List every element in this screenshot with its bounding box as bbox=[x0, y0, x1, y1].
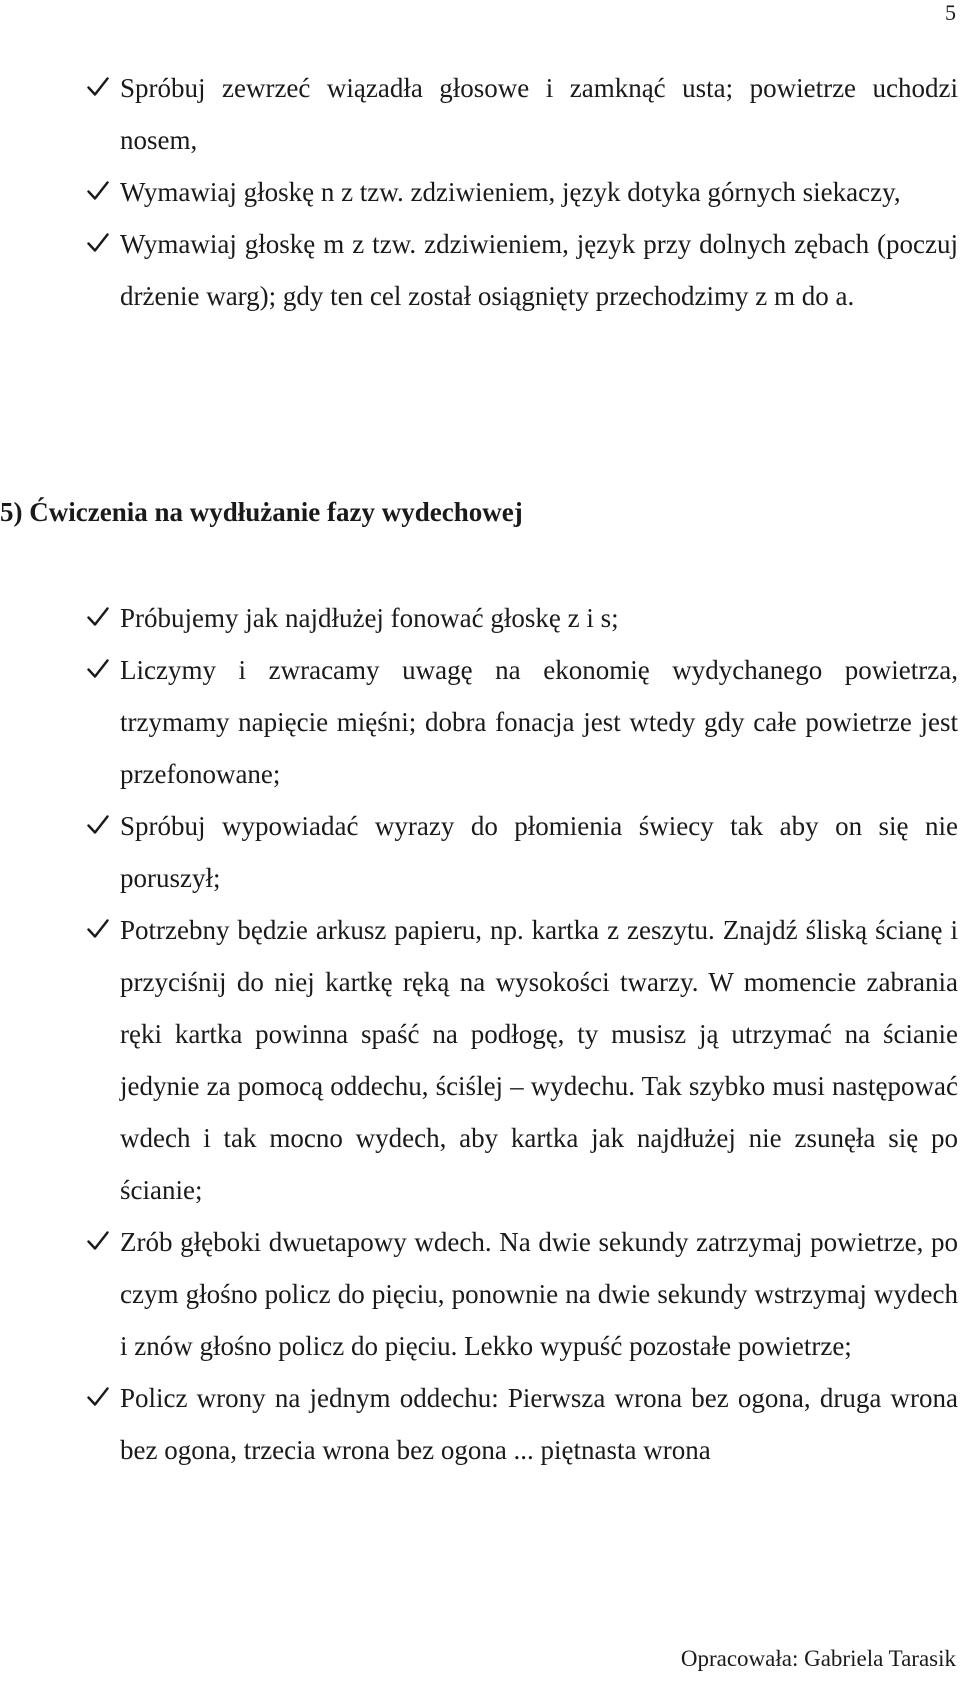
list-item-text: Zrób głęboki dwuetapowy wdech. Na dwie sekundy zatrzymaj powietrze, po czym głośno policz do pięciu, ponownie na dwie sekundy wstrzymaj wydech i znów głośno policz do pięciu. Lekko wypuść pozostałe powietrze; bbox=[120, 1227, 958, 1361]
list-item bbox=[88, 800, 958, 904]
list-item bbox=[88, 1372, 958, 1476]
list-item-text: Próbujemy jak najdłużej fonować głoskę z i s; bbox=[120, 603, 619, 633]
list-item bbox=[88, 62, 958, 166]
list-item-text: Policz wrony na jednym oddechu: Pierwsza wrona bez ogona, druga wrona bez ogona, trzecia wrona bez ogona ... piętnasta wrona bbox=[120, 1383, 958, 1465]
list-item bbox=[88, 166, 958, 218]
checkmark-icon bbox=[87, 1387, 109, 1407]
page-number: 5 bbox=[945, 0, 956, 25]
list-item bbox=[88, 1216, 958, 1372]
checkmark-icon bbox=[87, 815, 109, 835]
list-item-text: Wymawiaj głoskę n z tzw. zdziwieniem, język dotyka górnych siekaczy, bbox=[120, 177, 901, 207]
exercise-list-top bbox=[88, 62, 960, 322]
checkmark-icon bbox=[87, 607, 109, 627]
checkmark-icon bbox=[87, 181, 109, 201]
list-item-text: Wymawiaj głoskę m z tzw. zdziwieniem, język przy dolnych zębach (poczuj drżenie warg); gdy ten cel został osiągnięty przechodzimy z m do a. bbox=[120, 229, 958, 311]
list-item-text: Liczymy i zwracamy uwagę na ekonomię wydychanego powietrza, trzymamy napięcie mięśni; dobra fonacja jest wtedy gdy całe powietrze jest przefonowane; bbox=[120, 655, 958, 789]
list-item bbox=[88, 592, 958, 644]
list-item-text: Spróbuj wypowiadać wyrazy do płomienia świecy tak aby on się nie poruszył; bbox=[120, 811, 958, 893]
list-item-text: Potrzebny będzie arkusz papieru, np. kartka z zeszytu. Znajdź śliską ścianę i przyciśnij do niej kartkę ręką na wysokości twarzy. W momencie zabrania ręki kartka powinna spaść na podłogę, ty musisz ją utrzymać na ścianie jedynie za pomocą oddechu, ściślej – wydechu. Tak szybko musi następować wdech i tak mocno wydech, aby kartka jak najdłużej nie zsunęła się po ścianie; bbox=[120, 915, 958, 1205]
section-heading: 5) Ćwiczenia na wydłużanie fazy wydechowej bbox=[0, 497, 523, 527]
checkmark-icon bbox=[87, 77, 109, 97]
list-item-text: Spróbuj zewrzeć wiązadła głosowe i zamknąć usta; powietrze uchodzi nosem, bbox=[120, 73, 958, 155]
author-footer: Opracowała: Gabriela Tarasik bbox=[680, 1646, 956, 1671]
exercise-list-bottom bbox=[88, 592, 960, 1476]
checkmark-icon bbox=[87, 919, 109, 939]
list-item bbox=[88, 904, 958, 1216]
list-item bbox=[88, 218, 958, 322]
checkmark-icon bbox=[87, 1231, 109, 1251]
checkmark-icon bbox=[87, 233, 109, 253]
checkmark-icon bbox=[87, 659, 109, 679]
list-item bbox=[88, 644, 958, 800]
